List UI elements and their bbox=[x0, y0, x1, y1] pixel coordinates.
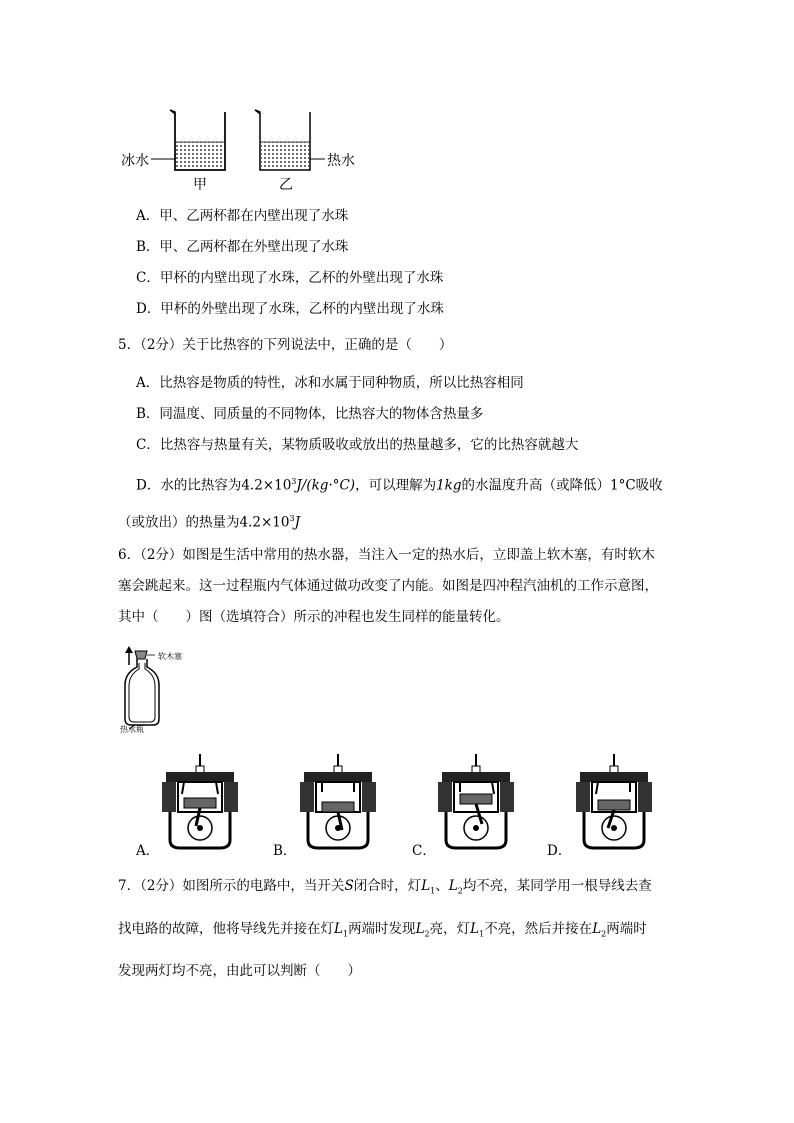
engine-a-diagram bbox=[160, 752, 240, 852]
bottle-label: 热水瓶 bbox=[120, 725, 144, 734]
cork-label: 软木塞 bbox=[158, 652, 182, 661]
q5-option-c: C．比热容与热量有关，某物质吸收或放出的热量越多，它的比热容就越大 bbox=[136, 437, 579, 453]
engine-c-diagram bbox=[436, 752, 516, 852]
engine-c-label: C． bbox=[412, 843, 436, 859]
ice-water-label: 冰水 bbox=[121, 153, 149, 169]
q5-option-b: B．同温度、同质量的不同物体，比热容大的物体含热量多 bbox=[136, 406, 484, 422]
q5-option-d-line1: D．水的比热容为$4.2\times 10^3J/(kg\cdot^\circ C)$，可以理解为1kg的水温度升高（或降低）1°C吸收 bbox=[136, 477, 663, 494]
q7-line3: 发现两灯均不亮，由此可以判断（ ） bbox=[118, 963, 361, 979]
thermos-diagram bbox=[115, 645, 195, 735]
cup-b-label: 乙 bbox=[279, 177, 293, 193]
q6-line3: 其中（ ）图（选填符合）所示的冲程也发生同样的能量转化。 bbox=[118, 609, 510, 625]
beaker-b bbox=[255, 110, 325, 170]
q5-option-d-line2: （或放出）的热量为$4.2\times 10^3J$ bbox=[118, 514, 300, 531]
engine-d bbox=[576, 754, 652, 848]
engine-a bbox=[162, 754, 238, 848]
q7-line1: 7．（2分）如图所示的电路中，当开关S闭合时，灯$L_1$、$L_2$均不亮，某同学用一根导线去查 bbox=[118, 878, 652, 896]
engine-b bbox=[300, 754, 376, 848]
engine-a-label: A． bbox=[136, 843, 160, 859]
q4-option-d: D．甲杯的外壁出现了水珠，乙杯的内壁出现了水珠 bbox=[136, 301, 444, 317]
engine-d-diagram bbox=[574, 752, 654, 852]
engine-c bbox=[438, 754, 514, 848]
q5-option-a: A．比热容是物质的特性，冰和水属于同种物质，所以比热容相同 bbox=[136, 375, 524, 391]
q6-line2: 塞会跳起来。这一过程瓶内气体通过做功改变了内能。如图是四冲程汽油机的工作示意图， bbox=[118, 578, 658, 594]
q6-line1: 6．（2分）如图是生活中常用的热水器，当注入一定的热水后，立即盖上软木塞，有时软木 bbox=[118, 547, 655, 563]
q4-option-c: C．甲杯的内壁出现了水珠，乙杯的外壁出现了水珠 bbox=[136, 270, 444, 286]
q7-line2: 找电路的故障，他将导线先并接在灯$L_1$两端时发现$L_2$亮，灯$L_1$不亮，然后并接在$L_2$两端时 bbox=[118, 921, 647, 939]
q4-option-b: B．甲、乙两杯都在外壁出现了水珠 bbox=[136, 239, 349, 255]
cup-a-label: 甲 bbox=[193, 177, 207, 193]
q5-stem: 5．（2分）关于比热容的下列说法中，正确的是（ ） bbox=[118, 337, 453, 353]
beaker-a bbox=[151, 110, 225, 170]
hot-water-label: 热水 bbox=[327, 153, 355, 169]
q4-option-a: A．甲、乙两杯都在内壁出现了水珠 bbox=[136, 208, 349, 224]
engine-b-diagram bbox=[298, 752, 378, 852]
engine-d-label: D． bbox=[547, 843, 572, 859]
engine-b-label: B． bbox=[273, 843, 297, 859]
